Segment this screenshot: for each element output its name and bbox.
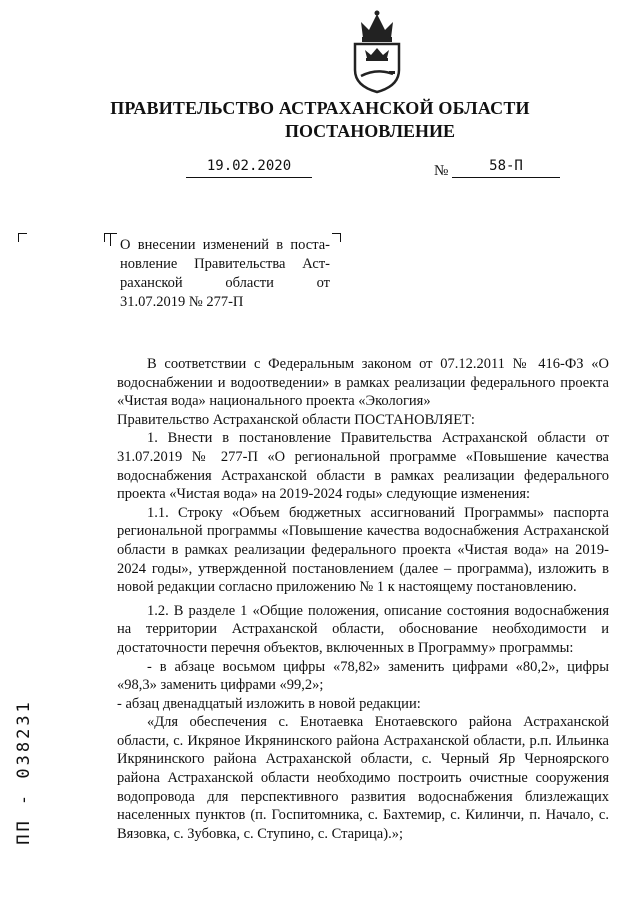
document-number: 58-П — [489, 158, 523, 174]
document-date: 19.02.2020 — [206, 158, 292, 174]
document-subject — [120, 236, 330, 312]
clause-1-1-paragraph: 1.1. Строку «Объем бюджетных ассигнований Программы» паспорта региональной программы «Повышение качества водоснабжения Астраханской области в рамках реализации федерального проекта «Чистая вода» на 2019-2024 годы», утвержденной постановлением (далее – программа), изложить в новой редакции согласно приложению № 1 к настоящему постановлению. — [117, 504, 609, 596]
amendment-item-paragraph: - абзац двенадцатый изложить в новой редакции: — [117, 695, 421, 712]
serial-number-text: ПП - 038231 — [14, 699, 34, 845]
document-date-field — [186, 158, 312, 178]
clause-1-2-paragraph: 1.2. В разделе 1 «Общие положения, описание состояния водоснабжения на территории Астраханской области, обоснование необходимости и достаточности перечня объектов, включенных в Программу» программы: — [117, 602, 609, 656]
amendment-item-paragraph: - в абзаце восьмом цифры «78,82» заменить цифрами «80,2», цифры «98,3» заменить цифрами «99,2»; — [117, 658, 609, 694]
subject-line: раханской области от — [120, 275, 330, 291]
subject-line: 31.07.2019 № 277-П — [120, 294, 244, 310]
blank-serial-number — [4, 700, 44, 860]
subject-corner-mark-right — [332, 233, 341, 242]
preamble-paragraph: В соответствии с Федеральным законом от 07.12.2011 № 416-ФЗ «О водоснабжении и водоотведении» в рамках реализации федерального проекта «Чистая вода» национального проекта «Экология» — [117, 356, 609, 410]
document-number-field — [452, 158, 560, 178]
margin-corner-mark — [18, 233, 27, 242]
clause-1-paragraph: 1. Внести в постановление Правительства Астраханской области от 31.07.2019 № 277-П «О региональной программе «Повышение качества водоснабжения Астраханской области в рамках реализации федерального проекта «Чистая вода» на 2019-2024 годы» следующие изменения: — [117, 430, 609, 503]
number-underline — [452, 177, 560, 178]
date-underline — [186, 177, 312, 178]
number-sign: № — [434, 163, 449, 179]
government-title: ПРАВИТЕЛЬСТВО АСТРАХАНСКОЙ ОБЛАСТИ — [110, 98, 530, 118]
document-body — [117, 355, 609, 843]
resolution-paragraph: Правительство Астраханской области ПОСТАНОВЛЯЕТ: — [117, 411, 475, 428]
coat-of-arms-emblem — [345, 8, 409, 94]
quoted-text-paragraph: «Для обеспечения с. Енотаевка Енотаевского района Астраханской области, с. Икряное Икрянинского района Астраханской области, р.п. Ильинка Икрянинского района Астраханской области, с. Черный Яр Черноярского района Астраханской области необходимо построить очистные сооружения водопровода для перспективного развития водоснабжения близлежащих населенных пунктов (п. Госпитомника, с. Бахтемир, с. Килинчи, п. Начало, с. Вязовка, с. Зубовка, с. Ступино, с. Старица).»; — [117, 714, 609, 842]
document-type-title: ПОСТАНОВЛЕНИЕ — [284, 121, 456, 141]
subject-line: новление Правительства Аст- — [120, 256, 330, 272]
subject-line: О внесении изменений в поста- — [120, 237, 330, 253]
subject-corner-mark-left-inner — [110, 233, 117, 246]
astrakhan-coat-of-arms-icon — [345, 8, 409, 94]
